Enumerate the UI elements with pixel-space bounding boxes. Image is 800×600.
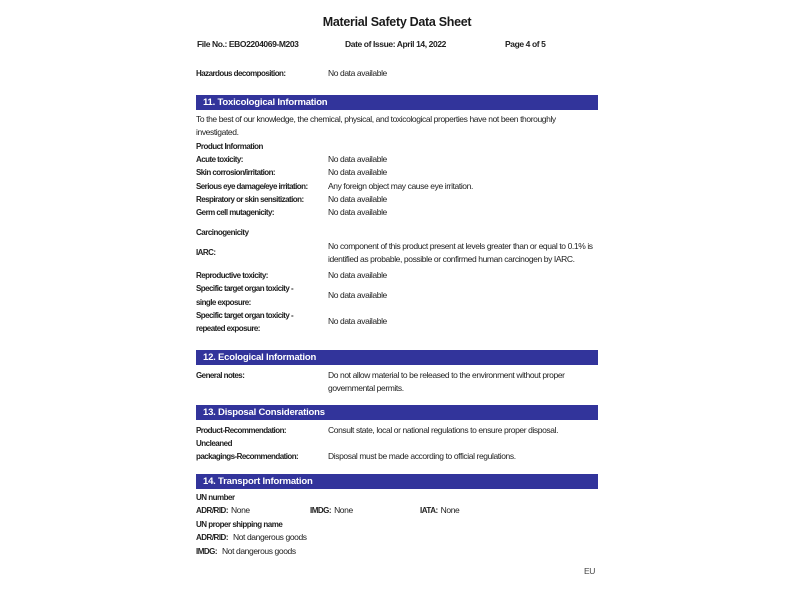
page-indicator: Page 4 of 5 [505, 39, 546, 49]
field-label: packagings-Recommendation: [196, 452, 299, 462]
field-label: IARC: [196, 248, 216, 258]
field-row-germ-cell-mutagenicity [196, 206, 598, 219]
field-label: Product-Recommendation: [196, 425, 287, 435]
field-value: No data available [328, 270, 387, 281]
field-label: Specific target organ toxicity - repeated exposure: [196, 310, 294, 334]
section-13-header: 13. Disposal Considerations [196, 405, 598, 420]
field-value: No data available [328, 167, 387, 178]
uncleaned-label-line: Uncleaned [196, 438, 232, 448]
field-label: Skin corrosion/irritation: [196, 168, 276, 178]
field-value: Consult state, local or national regulations to ensure proper disposal. [328, 424, 559, 435]
field-label: Hazardous decomposition: [196, 69, 286, 78]
field-value: No data available [328, 316, 387, 327]
field-value: No data available [328, 207, 387, 218]
region-label: EU [584, 566, 596, 576]
file-number: File No.: EBO2204069-M203 [197, 39, 299, 49]
un-number-iata: IATA: None [420, 505, 460, 516]
section-12-header: 12. Ecological Information [196, 350, 598, 365]
field-row-iarc [196, 240, 598, 266]
document-content [196, 14, 598, 559]
field-label: Acute toxicity: [196, 155, 243, 165]
field-row-stot-repeated [196, 309, 598, 335]
field-value: Any foreign object may cause eye irritation. [328, 180, 473, 191]
section-11-note: To the best of our knowledge, the chemical, physical, and toxicological properties have not been thoroughly investigated. [196, 114, 556, 138]
section-14-header: 14. Transport Information [196, 474, 598, 489]
field-row-acute-toxicity [196, 153, 598, 166]
field-value: No data available [328, 193, 387, 204]
field-row-eye-irritation [196, 180, 598, 193]
field-value: Do not allow material to be released to the environment without proper governmental permits. [328, 370, 565, 394]
field-row-reproductive-toxicity [196, 269, 598, 282]
field-row-skin-corrosion [196, 166, 598, 179]
section-11-header: 11. Toxicological Information [196, 95, 598, 110]
page-title: Material Safety Data Sheet [322, 15, 472, 29]
field-label: Germ cell mutagenicity: [196, 208, 275, 218]
field-row-general-notes [196, 369, 598, 395]
date-of-issue: Date of Issue: April 14, 2022 [345, 39, 446, 49]
field-label: Specific target organ toxicity - single exposure: [196, 284, 294, 307]
un-number-subheading: UN number [196, 492, 235, 502]
field-row-packagings-recommendation [196, 450, 598, 463]
field-value: Disposal must be made according to official regulations. [328, 451, 516, 462]
shipping-imdg: IMDG: Not dangerous goods [196, 546, 296, 557]
field-label: Serious eye damage/eye irritation: [196, 181, 308, 191]
un-number-imdg: IMDG: None [310, 505, 353, 516]
shipping-adr-rid: ADR/RID: Not dangerous goods [196, 532, 307, 543]
field-row-product-recommendation [196, 424, 598, 437]
field-value: No component of this product present at levels greater than or equal to 0.1% is identified as probable, possible or confirmed human carcinogen by IARC. [328, 240, 593, 265]
field-row-hazardous-decomposition [196, 67, 598, 80]
carcinogenicity-subheading: Carcinogenicity [196, 228, 249, 238]
field-label: General notes: [196, 371, 245, 381]
un-number-adr-rid: ADR/RID: None [196, 505, 250, 516]
product-information-subheading: Product Information [196, 141, 263, 151]
field-label: Reproductive toxicity: [196, 271, 268, 281]
un-number-row [196, 504, 598, 518]
field-value: No data available [328, 290, 387, 301]
field-label: Respiratory or skin sensitization: [196, 194, 304, 204]
field-row-respiratory-sensitization [196, 193, 598, 206]
field-value: No data available [328, 68, 387, 78]
field-row-stot-single [196, 282, 598, 308]
field-value: No data available [328, 154, 387, 165]
shipping-name-subheading: UN proper shipping name [196, 519, 283, 529]
document-meta-row [196, 39, 598, 50]
